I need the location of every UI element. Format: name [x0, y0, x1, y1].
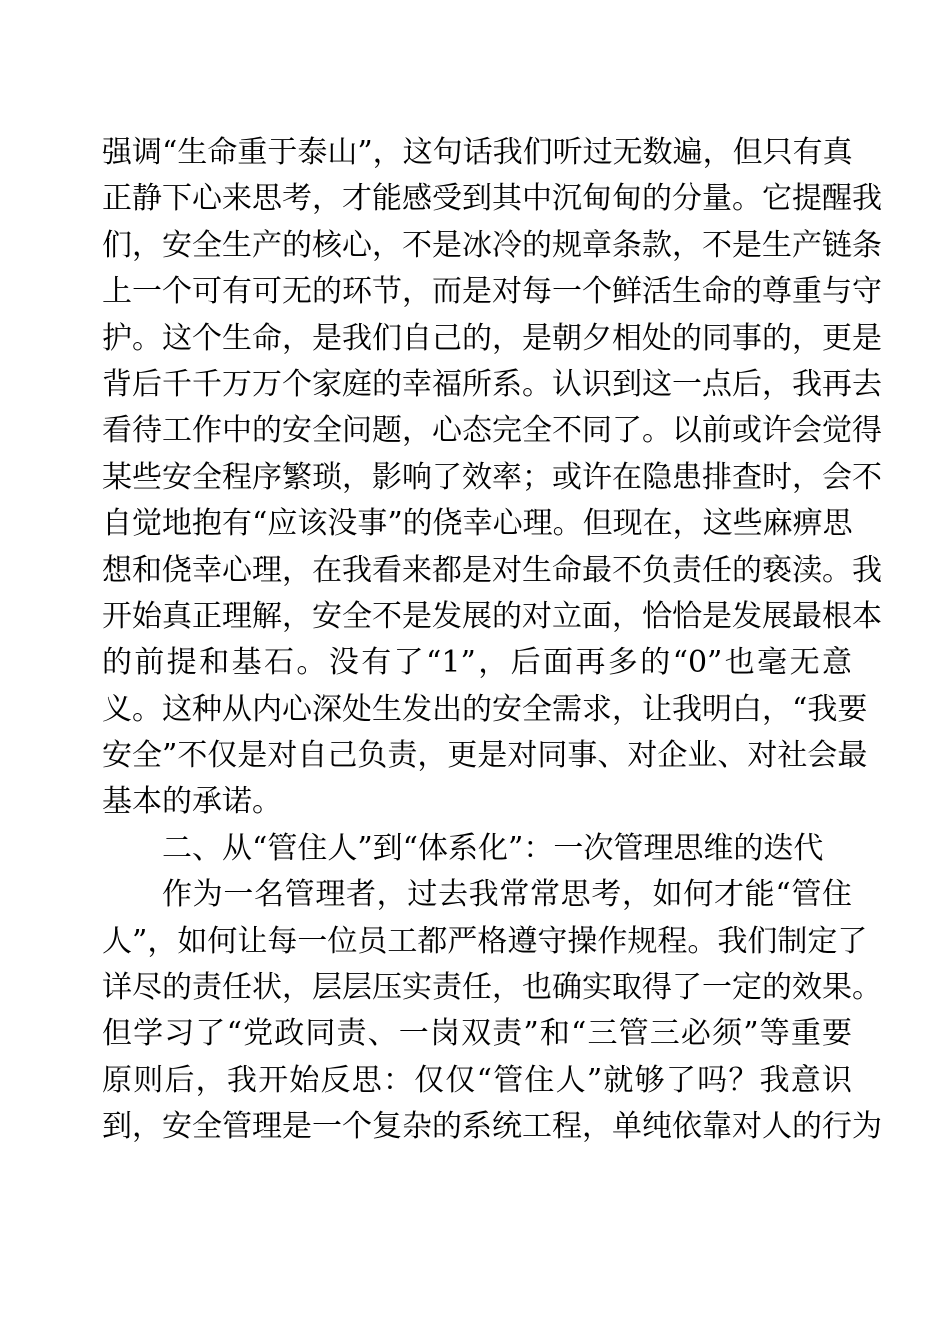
- body-line: 背后千千万万个家庭的幸福所系。认识到这一点后，我再去: [102, 366, 882, 402]
- body-line: 基本的承诺。: [102, 784, 282, 820]
- body-line: 开始真正理解，安全不是发展的对立面，恰恰是发展最根本: [102, 598, 882, 634]
- section-heading: 二、从“管住人”到“体系化”：一次管理思维的迭代: [162, 830, 824, 866]
- body-line: 某些安全程序繁琐，影响了效率；或许在隐患排查时，会不: [102, 459, 882, 495]
- body-line: 作为一名管理者，过去我常常思考，如何才能“管住: [162, 877, 852, 913]
- body-line: 义。这种从内心深处生发出的安全需求，让我明白，“我要: [102, 691, 868, 727]
- body-line: 上一个可有可无的环节，而是对每一个鲜活生命的尊重与守: [102, 274, 882, 310]
- body-line: 到，安全管理是一个复杂的系统工程，单纯依靠对人的行为: [102, 1109, 882, 1145]
- body-line: 自觉地抱有“应该没事”的侥幸心理。但现在，这些麻痹思: [102, 506, 853, 542]
- body-line: 详尽的责任状，层层压实责任，也确实取得了一定的效果。: [102, 970, 882, 1006]
- body-line: 们，安全生产的核心，不是冰冷的规章条款，不是生产链条: [102, 227, 882, 263]
- body-line: 安全”不仅是对自己负责，更是对同事、对企业、对社会最: [102, 738, 868, 774]
- body-line: 看待工作中的安全问题，心态完全不同了。以前或许会觉得: [102, 413, 882, 449]
- body-line: 的前提和基石。没有了“1”，后面再多的“0”也毫无意: [102, 645, 852, 681]
- body-line: 正静下心来思考，才能感受到其中沉甸甸的分量。它提醒我: [102, 181, 882, 217]
- body-line: 人”，如何让每一位员工都严格遵守操作规程。我们制定了: [102, 923, 868, 959]
- body-line: 但学习了“党政同责、一岗双责”和“三管三必须”等重要: [102, 1016, 852, 1052]
- body-line: 护。这个生命，是我们自己的，是朝夕相处的同事的，更是: [102, 320, 882, 356]
- body-line: 强调“生命重于泰山”，这句话我们听过无数遍，但只有真: [102, 135, 853, 170]
- body-line: 原则后，我开始反思：仅仅“管住人”就够了吗？我意识: [102, 1062, 852, 1098]
- document-body: [102, 130, 882, 1151]
- body-line: 想和侥幸心理，在我看来都是对生命最不负责任的亵渎。我: [102, 552, 882, 588]
